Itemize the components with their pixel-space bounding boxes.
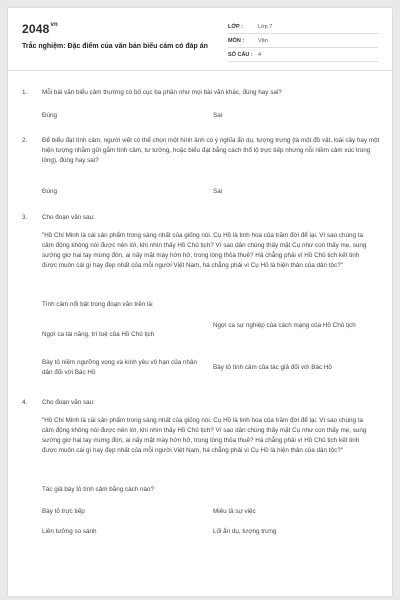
quote-passage: "Hồ Chí Minh là cái sản phẩm trong sáng nhất của giống nòi. Cụ Hồ là tinh hoa của trăm đời để lại. Vì sao chúng ta cảm động không nói được nên lời, khi nhìn thấy Hồ Chủ tịch? Vì sao dân chúng thấy mặt Cụ như con thấy mẹ, sung sướng giơ hai tay mừng đón, ai nấy mặt mày hớn hở, trong lòng thỏa thuê? Há chẳng phải vì Hồ Chủ tịch kết tinh được muôn cái gì hay đẹp nhất của mỗi người Việt Nam, há chẳng phải vì Cụ Hồ là hiện thân của dân tộc?" [42, 232, 367, 269]
option-c[interactable]: Liên tưởng so sánh [42, 528, 97, 535]
option-a[interactable]: Đúng [42, 188, 58, 195]
question-number: 1. [22, 89, 28, 96]
meta-label: SỐ CÂU : [228, 51, 253, 58]
header-divider [8, 70, 392, 71]
question-prompt: Tình cảm nổi bật trong đoạn văn trên là: [42, 301, 154, 308]
meta-value: Lớp 7 [258, 23, 273, 30]
question-text: Cho đoạn văn sau: [42, 399, 95, 406]
option-b[interactable]: Sai [213, 112, 223, 119]
question-text: Để biểu đạt tình cảm, người viết có thể chọn một hình ảnh có ý nghĩa ẩn dụ, tượng trưng (là một đồ vật, loài cây hay một hiện tượng nhằm gửi gắm tình cảm, tư tưởng, hoặc biểu đạt bằng cách thổ lộ trực tiếp nhưng nỗi niềm cảm xúc trong lòng), đúng hay sai? [42, 137, 380, 164]
page-title: Trắc nghiệm: Đặc điểm của văn bản biểu cảm có đáp án [22, 43, 208, 50]
question-2 [22, 136, 380, 166]
question-1 [22, 88, 380, 98]
option-d[interactable]: Lối ẩn dụ, tượng trưng [213, 528, 277, 535]
question-text: Cho đoạn văn sau: [42, 214, 95, 221]
option-b[interactable]: Miêu tả sự việc [213, 508, 256, 515]
question-text: Mỗi bài văn biểu cảm thường có bố cục ba phần như mọi bài văn khác, đúng hay sai? [42, 89, 282, 96]
question-number: 4. [22, 399, 28, 406]
meta-label: MÔN : [228, 37, 245, 44]
option-a[interactable]: Ngợi ca tài năng, trí tuệ của Hồ Chủ tịch [42, 331, 155, 338]
option-d[interactable]: Bày tỏ tình cảm của tác giả đối với Bác Hồ [213, 364, 332, 371]
question-prompt: Tác giả bày tỏ tình cảm bằng cách nào? [42, 486, 155, 493]
logo-text: 2048 [22, 22, 50, 36]
option-c[interactable]: Bày tỏ niềm ngưỡng vọng và kính yêu vô hạn của nhân dân đối với Bác Hồ [42, 359, 198, 376]
meta-row-count [228, 48, 378, 62]
option-a[interactable]: Đúng [42, 112, 58, 119]
question-3 [22, 213, 380, 223]
logo-suffix: vn [50, 22, 58, 28]
quote-passage: "Hồ Chí Minh là cái sản phẩm trong sáng nhất của giống nòi. Cụ Hồ là tinh hoa của trăm đời để lại. Vì sao chúng ta cảm động không nói được nên lời, khi nhìn thấy Hồ Chủ tịch? Vì sao dân chúng thấy mặt Cụ như con thấy mẹ, sung sướng giơ hai tay mừng đón, ai nấy mặt mày hớn hở, trong lòng thỏa thuê? Há chẳng phải vì Hồ Chủ tịch kết tinh được muôn cái gì hay đẹp nhất của mỗi người Việt Nam, há chẳng phải vì Cụ Hồ là hiện thân của dân tộc?" [42, 417, 367, 454]
meta-value: Văn [258, 37, 268, 44]
question-number: 3. [22, 214, 28, 221]
meta-row-subject [228, 34, 378, 48]
meta-label: LỚP : [228, 23, 243, 30]
option-b[interactable]: Sai [213, 188, 223, 195]
meta-row-class [228, 20, 378, 34]
question-number: 2. [22, 137, 28, 144]
meta-value: 4 [258, 51, 262, 58]
site-logo[interactable] [22, 22, 58, 36]
option-a[interactable]: Bày tỏ trực tiếp [42, 508, 85, 515]
worksheet-page [8, 8, 392, 596]
meta-table [228, 20, 378, 62]
question-4 [22, 398, 380, 408]
option-b[interactable]: Ngợi ca sự nghiệp của cách mạng của Hồ Chủ tịch [213, 322, 356, 329]
